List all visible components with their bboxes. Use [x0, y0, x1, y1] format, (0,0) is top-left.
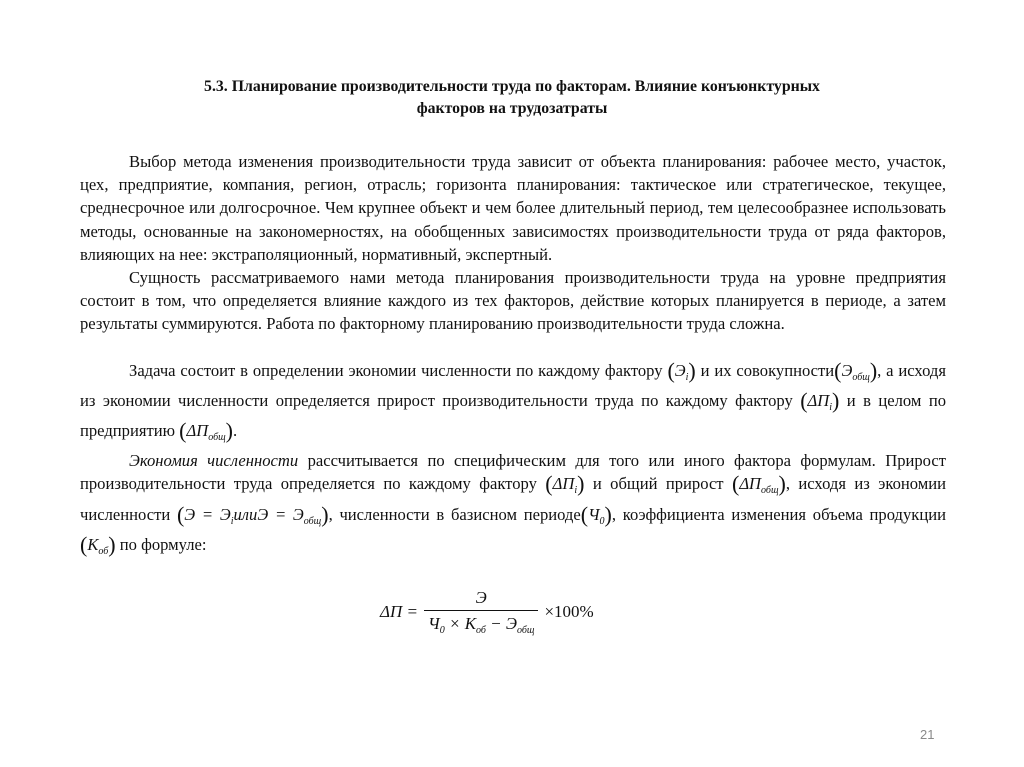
- title-line-1: 5.3. Планирование производительности труда по факторам. Влияние конъюнктурных: [204, 78, 820, 95]
- formula-denominator: $Ч_0 \times К_{об} - Э_{общ}$: [424, 610, 538, 636]
- math-k-ob: $(К_{об})$: [80, 531, 116, 557]
- paragraph-method-essence: Сущность рассматриваемого нами метода планирования производительности труда на уровне предприятия состоит в том, что определяется влияние каждого из тех факторов, действие которых планируется в периоде, а затем результаты суммируются. Работа по факторному планированию производительности труда сложна.: [80, 268, 946, 334]
- formula-fraction: [424, 588, 538, 636]
- body-text: [80, 150, 946, 563]
- math-dp-obshch: $(\Delta П_{общ})$: [179, 418, 233, 444]
- productivity-formula: [380, 582, 594, 642]
- formula-numerator: Э: [475, 588, 487, 607]
- paragraph-method-choice: Выбор метода изменения производительности труда зависит от объекта планирования: рабочее место, участок, цех, предприятие, компания, регион, отрасль; горизонта планирования: тактическое или стратегическое, текущее, среднесрочное или долгосрочное. Чем крупнее объект и чем более длительный период, тем целесообразнее использовать методы, основанные на закономерностях, на обобщенных зависимостях производительности труда от ряда факторов, влияющих на нее: экстраполяционный, нормативный, экспертный.: [80, 152, 946, 264]
- math-e-obshch: $(Э_{общ})$: [834, 357, 878, 383]
- formula-lhs: ΔП =: [380, 602, 418, 621]
- section-title: [80, 76, 944, 120]
- math-dp-i: $(\Delta П_i)$: [800, 387, 840, 413]
- math-e-sum: $(Э = Э_iилиЭ = Э_{общ})$: [176, 501, 329, 527]
- italic-term: Экономия численности: [129, 451, 299, 471]
- formula-rhs: ×100%: [544, 602, 594, 621]
- page-number: 21: [920, 727, 935, 742]
- math-e-i: $(Э_i)$: [667, 357, 696, 383]
- paragraph-headcount-savings: Экономия численности рассчитывается по специфическим для того или иного фактора формулам. Прирост производительности труда определяется по каждому фактору $(\Delta П_i)$ и общий прирост $(\Delta П_{общ})$, исходя из экономии численности $(Э = Э_iилиЭ = Э_{общ})$, численности в базисном $периоде(Ч_0)$, коэффициента изменения объема продукции $(К_{об})$ по формуле:: [80, 451, 947, 557]
- math-dp-obshch-2: $(\Delta П_{общ})$: [731, 471, 786, 497]
- math-dp-i-2: $(\Delta П_i)$: [545, 471, 585, 497]
- math-ch-0: $(Ч_0)$: [580, 501, 612, 527]
- title-line-2: факторов на трудозатраты: [416, 100, 608, 117]
- paragraph-task: Задача состоит в определении экономии численности по каждому фактору $(Э_i)$ и их $совокупности(Э_{общ})$, а исходя из экономии численности определяется прирост производительности труда по каждому фактору $(\Delta П_i)$ и в целом по предприятию $(\Delta П_{общ})$.: [80, 357, 947, 444]
